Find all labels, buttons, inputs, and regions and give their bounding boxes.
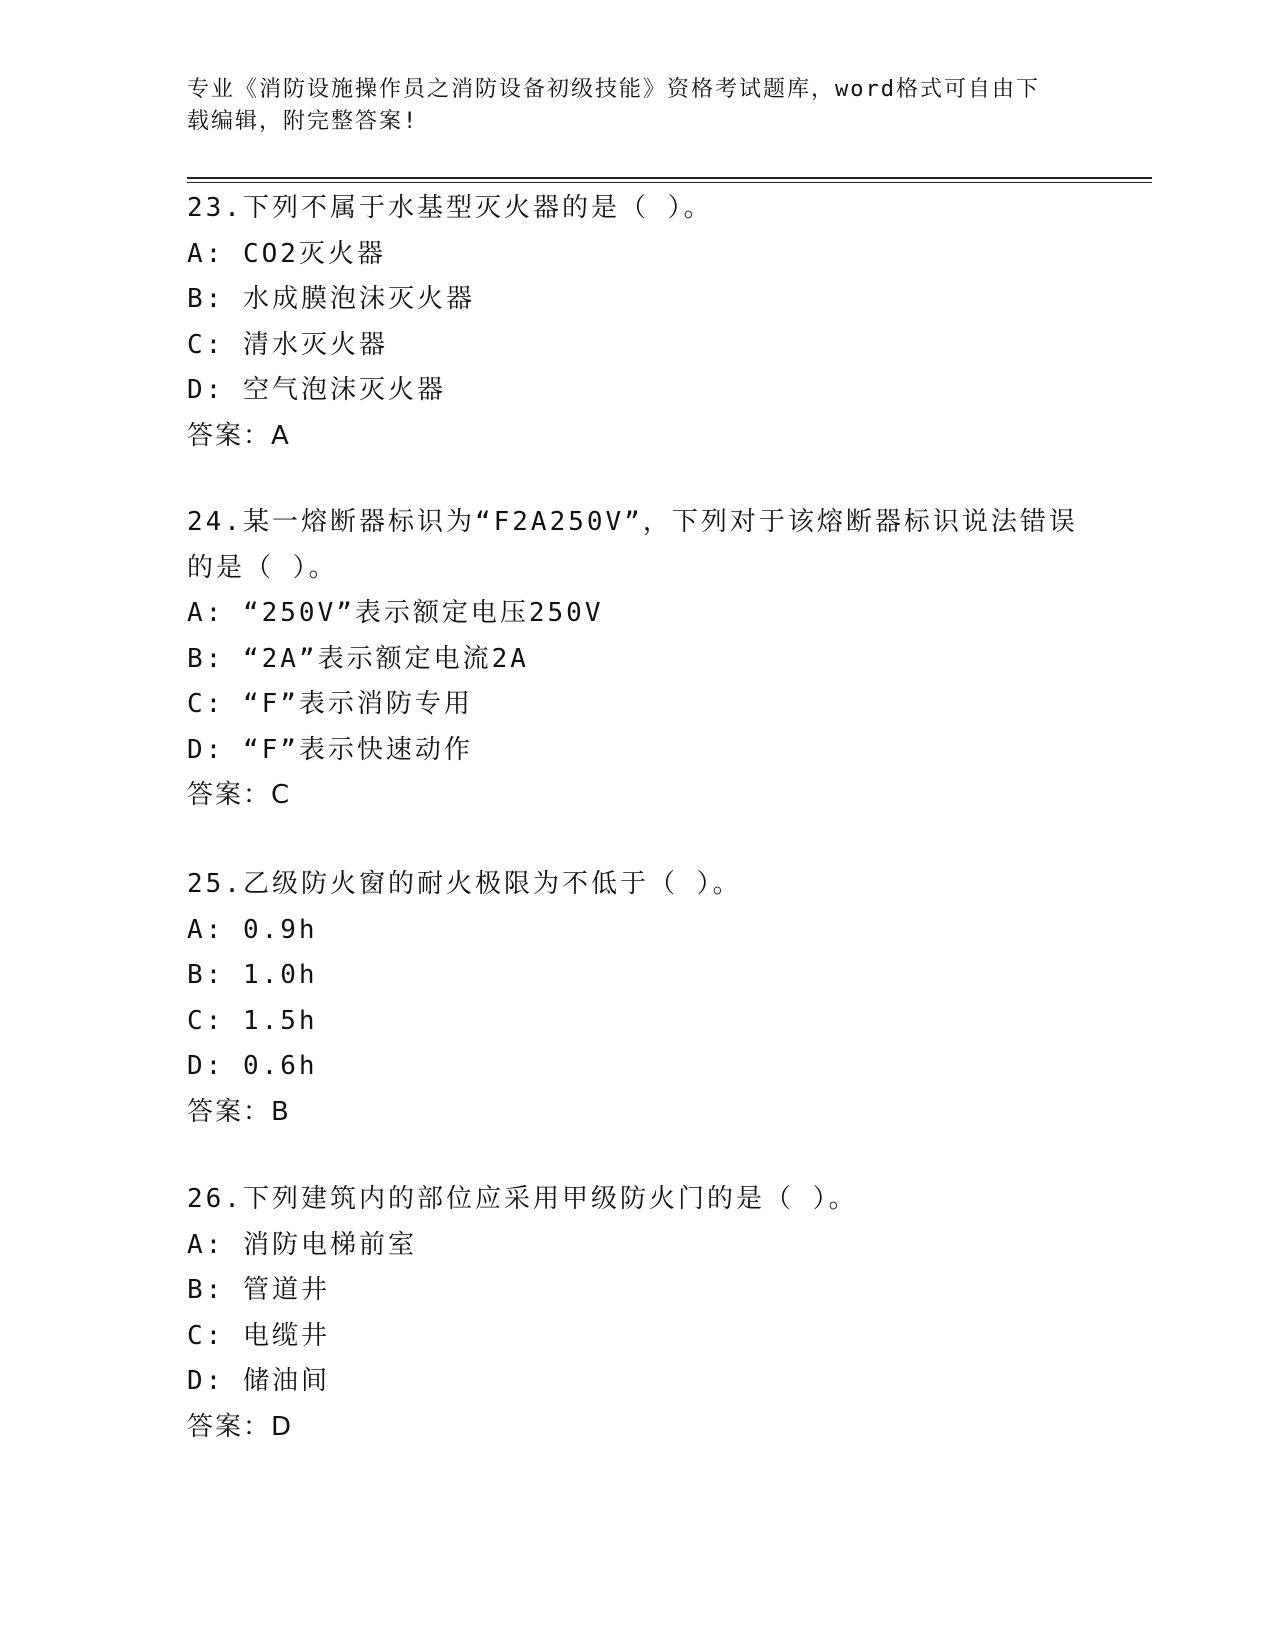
header-line-1: 专业《消防设施操作员之消防设备初级技能》资格考试题库，word格式可自由下 [187,77,1040,102]
option-a: A: CO2灭火器 [187,238,386,269]
option-b: B: “2A”表示额定电流2A [187,643,529,674]
question-24 [187,500,1087,819]
header-divider-thick [187,177,1152,179]
option-b: B: 1.0h [187,960,318,990]
option-d: D: 空气泡沫灭火器 [187,375,446,405]
option-d: D: “F”表示快速动作 [187,734,473,765]
option-d: D: 储油间 [187,1366,330,1396]
option-a: A: 0.9h [187,914,318,945]
question-stem: 26.下列建筑内的部位应采用甲级防火门的是（ ）。 [187,1184,858,1214]
question-stem: 25.乙级防火窗的耐火极限为不低于（ ）。 [187,869,742,899]
answer-label: 答案：A [187,420,291,451]
option-c: C: “F”表示消防专用 [187,689,473,719]
answer-label: 答案：B [187,1096,291,1127]
header-divider-thin [187,182,1152,183]
question-23 [187,186,1087,459]
question-stem: 24.某一熔断器标识为“F2A250V”，下列对于该熔断器标识说法错误 [187,507,1078,537]
question-stem-continued: 的是（ ）。 [187,552,338,583]
option-c: C: 清水灭火器 [187,329,388,360]
option-a: A: 消防电梯前室 [187,1229,417,1260]
option-c: C: 电缆井 [187,1320,330,1351]
question-26 [187,1177,1087,1450]
header-line-2: 载编辑，附完整答案! [187,109,419,134]
question-25 [187,862,1087,1135]
answer-label: 答案：D [187,1411,294,1442]
option-c: C: 1.5h [187,1005,318,1036]
document-header [187,74,1087,138]
option-b: B: 水成膜泡沫灭火器 [187,284,475,314]
option-b: B: 管道井 [187,1275,330,1305]
question-stem: 23.下列不属于水基型灭火器的是（ ）。 [187,193,713,223]
answer-label: 答案：C [187,780,292,810]
option-a: A: “250V”表示额定电压250V [187,598,604,628]
option-d: D: 0.6h [187,1051,318,1081]
